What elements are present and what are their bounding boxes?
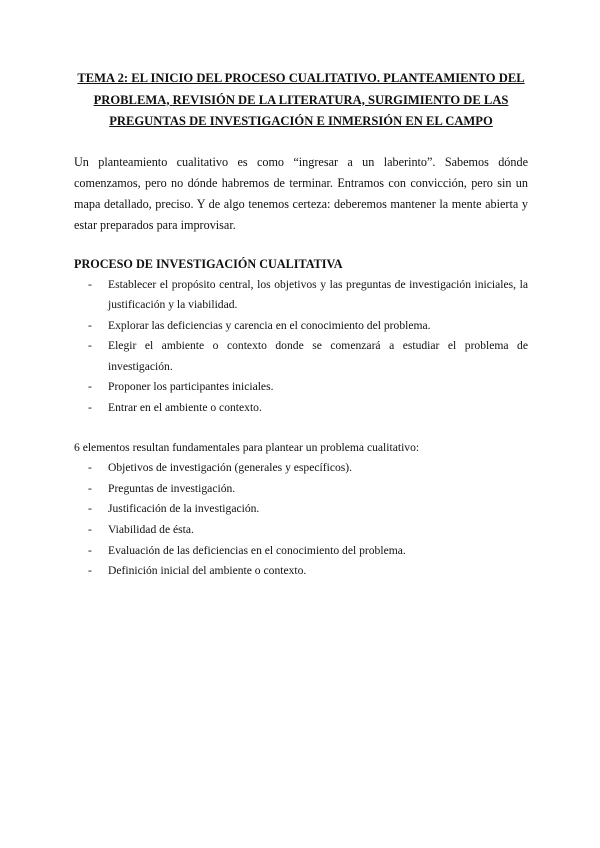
list-item-text: Objetivos de investigación (generales y específicos). — [108, 461, 353, 475]
dash-bullet: - — [88, 543, 92, 557]
list-item — [74, 499, 528, 520]
list-item — [74, 275, 528, 316]
list-item — [74, 336, 528, 377]
dash-bullet: - — [88, 481, 92, 495]
list-item — [74, 458, 528, 479]
list-item-text: Evaluación de las deficiencias en el conocimiento del problema. — [108, 543, 406, 557]
dash-bullet: - — [88, 564, 92, 578]
dash-bullet: - — [88, 318, 92, 332]
list-item — [74, 398, 528, 419]
list-item — [74, 479, 528, 500]
dash-bullet: - — [88, 277, 92, 291]
list-item-text: Justificación de la investigación. — [108, 502, 260, 516]
list-item — [74, 541, 528, 562]
document-page — [74, 68, 528, 601]
list-item — [74, 377, 528, 398]
list-item-text: Viabilidad de ésta. — [108, 523, 194, 537]
dash-bullet: - — [88, 401, 92, 415]
list-item-text: Establecer el propósito central, los objetivos y las preguntas de investigación iniciales, la justificación y la viabilidad. — [108, 277, 528, 312]
dash-bullet: - — [88, 502, 92, 516]
list-item-text: Proponer los participantes iniciales. — [108, 380, 274, 394]
dash-bullet: - — [88, 380, 92, 394]
list-item-text: Entrar en el ambiente o contexto. — [108, 401, 262, 415]
list-item-text: Elegir el ambiente o contexto donde se comenzará a estudiar el problema de investigación. — [108, 339, 528, 373]
dash-bullet: - — [88, 339, 92, 353]
list-item — [74, 561, 528, 582]
list-item-text: Explorar las deficiencias y carencia en el conocimiento del problema. — [108, 318, 431, 332]
list-item — [74, 316, 528, 337]
dash-bullet: - — [88, 461, 92, 475]
list-item-text: Definición inicial del ambiente o contexto. — [108, 564, 307, 578]
section-heading-proceso: PROCESO DE INVESTIGACIÓN CUALITATIVA — [74, 256, 343, 271]
elements-intro: 6 elementos resultan fundamentales para plantear un problema cualitativo: — [74, 440, 420, 454]
list-item-text: Preguntas de investigación. — [108, 481, 236, 495]
dash-bullet: - — [88, 523, 92, 537]
proceso-list — [74, 275, 528, 419]
elements-list — [74, 458, 528, 582]
list-item — [74, 520, 528, 541]
intro-paragraph: Un planteamiento cualitativo es como “ingresar a un laberinto”. Sabemos dónde comenzamos, pero no dónde habremos de terminar. Entramos con convicción, pero sin un mapa detallado, preciso. Y de algo tenemos certeza: deberemos mantener la mente abierta y estar preparados para improvisar. — [74, 154, 528, 232]
document-title: TEMA 2: EL INICIO DEL PROCESO CUALITATIVO. PLANTEAMIENTO DEL PROBLEMA, REVISIÓN DE LA LITERATURA, SURGIMIENTO DE LAS PREGUNTAS DE INVESTIGACIÓN E INMERSIÓN EN EL CAMPO — [77, 71, 525, 128]
